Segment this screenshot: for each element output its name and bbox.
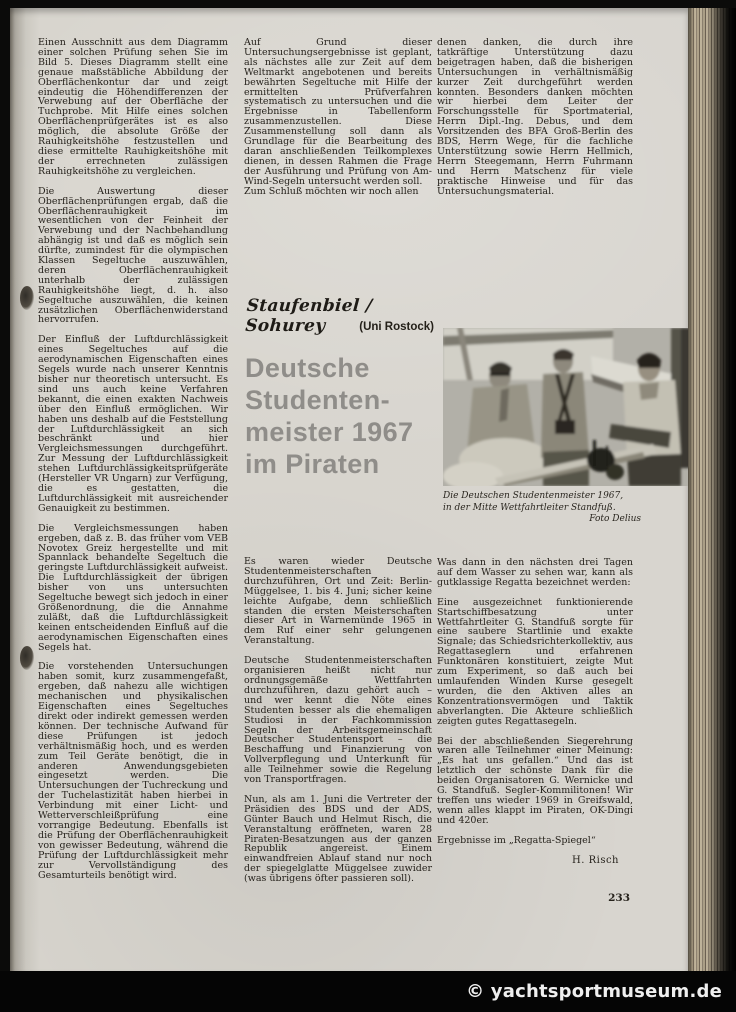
paragraph: Bei der abschließenden Siegerehrung waren alle Teilnehmer einer Meinung: „Es hat uns gefallen.“ Und das ist letztlich der schönste Dank für die beiden Organisatoren G. Wernicke und G. Standfuß. Segler-Kommilitonen! Wir treffen uns wieder 1969 in Greifswald, wenn alles klappt im Piraten, OK-Dingi und 420er. (437, 735, 633, 826)
paragraph: Es waren wieder Deutsche Studentenmeisterschaften durchzuführen, Ort und Zeit: Berlin-Müggelsee, 1. bis 4. Juni; sicher keine leichte Aufgabe, denn schließlich standen die ersten Meisterschaften dieser Art in Warnemünde 1965 in dem Ruf einer sehr gelungenen Veranstaltung. (244, 556, 432, 647)
article-photo (443, 328, 692, 486)
byline-affiliation: (Uni Rostock) (359, 321, 434, 333)
headline-line-2: Studenten- (245, 385, 390, 415)
paragraph: Was dann in den nächsten drei Tagen auf dem Wasser zu sehen war, kann als gutklassige Regatta bezeichnet werden: (437, 557, 633, 588)
scan-artifact (20, 286, 34, 310)
scan-artifact (20, 646, 34, 670)
caption-line-1: Die Deutschen Studentenmeister 1967, (443, 491, 624, 501)
photo-caption (443, 491, 641, 526)
author-signature: H. Risch (572, 854, 619, 866)
paragraph: Die vorstehenden Untersuchungen haben somit, kurz zusammengefaßt, ergeben, daß nahezu alle wichtigen mechanischen und physikalischen Eigenschaften eines Segeltuches direkt oder indirekt gemessen werden können. Der technische Aufwand für diese Prüfungen ist jedoch verhältnismäßig hoch, und es werden zum Teil Geräte benötigt, die in anderen Anwendungsgebieten eingesetzt werden. Die Untersuchungen der Tuchreckung und der Tuchelastizität haben hierbei in Verbindung mit einer Licht- und Wetterverschleißprüfung eine vorrangige Bedeutung. Ebenfalls ist die Prüfung der Oberflächenrauhigkeit von gewisser Bedeutung, während die Prüfung der Luftdurchlässigkeit mehr zur Vervollständigung des Gesamturteils benötigt wird. (38, 661, 228, 881)
magazine-page (10, 8, 688, 971)
headline-line-1: Deutsche (245, 353, 370, 383)
column-3-top (437, 38, 633, 207)
watermark-band (0, 971, 736, 1012)
photo-credit: Foto Delius (589, 514, 641, 524)
column-1 (38, 38, 228, 890)
book-fore-edge (688, 8, 736, 971)
headline-line-3: meister 1967 (245, 417, 414, 447)
headline-line-4: im Piraten (245, 449, 380, 479)
column-2-top (244, 38, 432, 207)
paragraph: Der Einfluß der Luftdurchlässigkeit eines Segeltuches auf die aerodynamischen Eigenschaften eines Segels wurde nach unserer Kenntnis bisher nur theoretisch untersucht. Es sind uns auch keine Verfahren bekannt, die einen exakten Nachweis über den Einfluß ermöglichen. Wir haben uns deshalb auf die Feststellung der Luftdurchlässigkeit an sich beschränkt und hier Vergleichsmessungen durchgeführt. Zur Messung der Luftdurchlässigkeit stehen Luftdurchlässigkeitsprüfgeräte (Hersteller VR Ungarn) zur Verfügung, die es gestatten, die Luftdurchlässigkeit mit ausreichender Genauigkeit zu bestimmen. (38, 334, 228, 514)
article-column-2 (244, 557, 432, 894)
paragraph: Zum Schluß möchten wir noch allen (244, 185, 419, 197)
article-column-3 (437, 558, 633, 875)
article-headline (245, 352, 445, 480)
paragraph: Die Vergleichsmessungen haben ergeben, daß z. B. das früher vom VEB Novotex Greiz hergestellte und mit Spannlack behandelte Segeltuch die geringste Luftdurchlässigkeit aufweist. Die Luftdurchlässigkeit der übrigen bisher von uns untersuchten Segeltuche bewegt sich jedoch in einer Größenordnung, die die Annahme zuläßt, daß die Luftdurchlässigkeit keinen entscheidenden Einfluß auf die aerodynamischen Eigenschaften eines Segels hat. (38, 522, 228, 653)
paragraph: Auf Grund dieser Untersuchungsergebnisse ist geplant, als nächstes alle zur Zeit auf dem Weltmarkt angebotenen und bereits bewährten Segeltuche mit Hilfe der ermittelten Prüfverfahren systematisch zu untersuchen und die Ergebnisse in Tabellenform zusammenzustellen. Diese Zusammenstellung soll dann als Grundlage für die Bearbeitung des daran anschließenden Teilkomplexes dienen, in dessen Rahmen die Frage der Ausführung und Prüfung von Am-Wind-Segeln untersucht werden soll. (244, 37, 432, 187)
paragraph: Einen Ausschnitt aus dem Diagramm einer solchen Prüfung sehen Sie im Bild 5. Dieses Diagramm stellt eine genaue maßstäbliche Abbildung der Oberflächenkontur dar und zeigt eindeutig die Höhendifferenzen der Verwebung auf der Oberfläche der Tuchprobe. Mit Hilfe eines solchen Oberflächenprüfgerätes ist es also möglich, die absolute Größe der Rauhigkeitshöhe festzustellen und diese ermittelte Rauhigkeitshöhe mit der errechneten zulässigen Rauhigkeitshöhe zu vergleichen. (38, 37, 228, 177)
paragraph: Nun, als am 1. Juni die Vertreter der Präsidien des BDS und der ADS, Günter Bauch und Helmut Risch, die Veranstaltung eröffneten, waren 28 Piraten-Besatzungen aus der ganzen Republik angereist. Einem einwandfreien Ablauf stand nur noch der spiegelglatte Müggelsee zuwider (was übrigens öfter passieren soll). (244, 793, 432, 885)
byline-authors: Staufenbiel / Sohurey (244, 296, 374, 336)
watermark-text: © yachtsportmuseum.de (466, 981, 722, 1002)
results-note: Ergebnisse im „Regatta-Spiegel“ (437, 834, 596, 846)
paragraph: Eine ausgezeichnet funktionierende Startschiffbesatzung unter Wettfahrtleiter G. Standfuß sorgte für eine saubere Startlinie und exakte Signale; das Schiedsrichterkollektiv, aus Regattaseglern und erfahrenen Funktonären konstituiert, zeigte Mut zum Experiment, so daß auch bei umlaufenden Winden Kurse gesegelt wurden, die den Aktiven alles an Konzentrationsvermögen und Taktik abverlangten. Die Akteure schließlich zeigten gutes Regattasegeln. (437, 596, 633, 727)
paragraph: Die Auswertung dieser Oberflächenprüfungen ergab, daß die Oberflächenrauhigkeit im wesentlichen von der Feinheit der Verwebung und der Nachbehandlung abhängig ist und daß es möglich sein dürfte, zumindest für die olympischen Klassen Segeltuche auszuwählen, deren Oberflächenrauhigkeit unterhalb der zulässigen Rauhigkeitshöhe liegt, d. h. also Segeltuche auszuwählen, die keinen zusätzlichen Oberflächenwiderstand hervorrufen. (38, 185, 228, 326)
caption-line-2: in der Mitte Wettfahrtleiter Standfuß. (443, 502, 616, 513)
paragraph: denen danken, die durch ihre tatkräftige Unterstützung dazu beigetragen haben, daß die bisherigen Untersuchungen in verhältnismäßig kurzer Zeit durchgeführt werden konnten. Besonders danken möchten wir hierbei dem Leiter der Forschungsstelle für Sportmaterial, Herrn Dipl.-Ing. Debus, und dem Vorsitzenden des BFA Groß-Berlin des BDS, Herrn Wege, für die fachliche Unterstützung sowie Herrn Hellmich, Herrn Steegemann, Herrn Fuhrmann und Herrn Matschenz für viele praktische Hinweise und für das Untersuchungsmaterial. (437, 37, 633, 197)
photo-illustration (443, 328, 692, 486)
paragraph: Deutsche Studentenmeisterschaften organisieren heißt nicht nur ordnungsgemäße Wettfahrten durchzuführen, dazu gehört auch – und wer kennt die Nöte eines Studenten besser als die ehemaligen Studiosi in der Fachkommission Segeln der Arbeitsgemeinschaft Deutscher Studentensport – die Beschaffung und Finanzierung von Vollverpflegung und Unterkunft für alle Teilnehmer sowie die Regelung von Transportfragen. (244, 655, 432, 786)
page-number: 233 (608, 892, 630, 904)
